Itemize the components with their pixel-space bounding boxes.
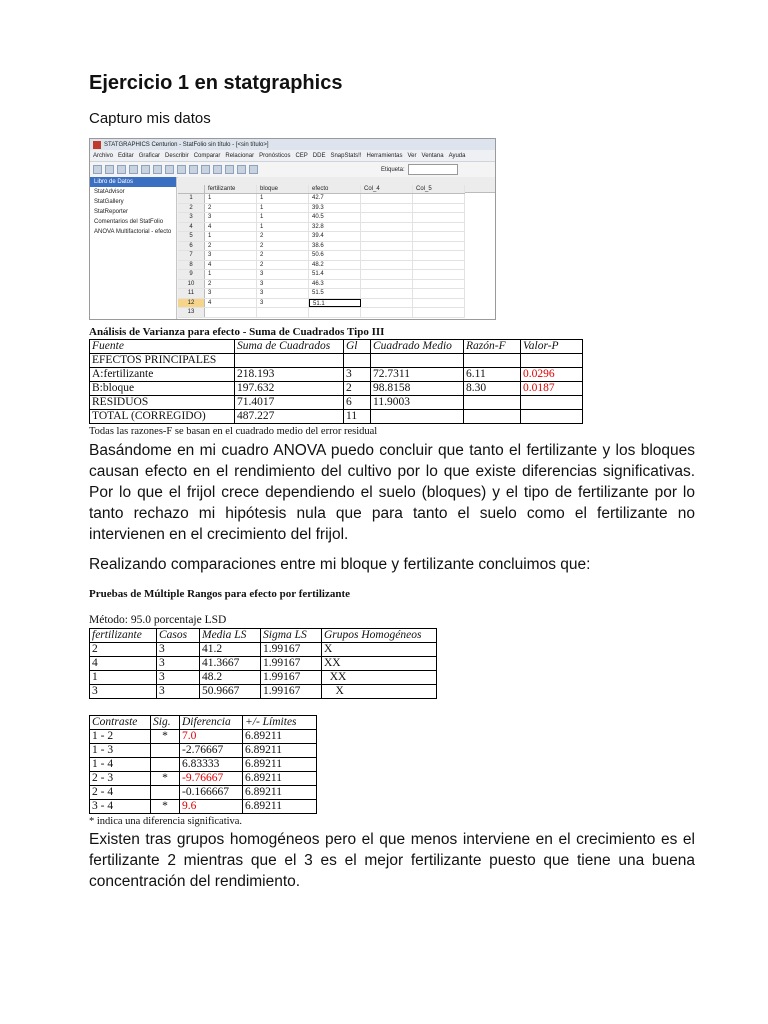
ranges-header-row — [90, 629, 437, 643]
cell: 6.89211 — [243, 800, 317, 814]
table-row — [90, 410, 583, 424]
sheet-cell[interactable]: 1 — [257, 194, 309, 203]
contrasts-table — [89, 715, 317, 814]
sheet-cell[interactable]: 3 — [257, 270, 309, 279]
row-number[interactable]: 8 — [178, 261, 205, 270]
ranges-method: Método: 95.0 porcentaje LSD — [89, 614, 227, 626]
paste-icon[interactable] — [165, 165, 174, 174]
cell: 3 - 4 — [90, 800, 151, 814]
sheet-cell[interactable] — [413, 289, 465, 298]
table-row — [90, 685, 437, 699]
sheet-cell[interactable] — [361, 251, 413, 260]
menu-ayuda[interactable]: Ayuda — [448, 152, 466, 159]
table-row — [90, 786, 317, 800]
sheet-cell[interactable] — [413, 270, 465, 279]
cell: 11.9003 — [371, 396, 464, 410]
table-row — [90, 382, 583, 396]
cell — [151, 744, 180, 758]
table-row — [90, 396, 583, 410]
ranges-table — [89, 628, 437, 699]
p-value: 0.0296 — [521, 368, 583, 382]
sheet-cell[interactable]: 2 — [257, 232, 309, 241]
sheet-cell[interactable]: 51.1 — [309, 299, 361, 308]
row-number[interactable]: 2 — [178, 204, 205, 213]
window-title: STATGRAPHICS Centurion - StatFolio sin título - [<sin título>] — [104, 141, 269, 148]
cell: 6.89211 — [243, 758, 317, 772]
sheet-cell[interactable]: 2 — [257, 251, 309, 260]
anova-h-fuente: Fuente — [90, 340, 235, 354]
sheet-cell[interactable] — [361, 261, 413, 270]
anova-h-p: Valor-P — [521, 340, 583, 354]
menu-archivo[interactable]: Archivo — [93, 152, 114, 159]
anova-caption: Análisis de Varianza para efecto - Suma de Cuadrados Tipo III — [89, 326, 385, 338]
sidebar-item-datos[interactable]: Libro de Datos — [90, 177, 176, 187]
sheet-cell[interactable] — [361, 232, 413, 241]
window-titlebar — [90, 139, 495, 150]
sheet-cell[interactable] — [413, 204, 465, 213]
sheet-cell[interactable]: 46.3 — [309, 280, 361, 289]
search-label: Etiqueta: — [381, 166, 405, 173]
anova-header-row — [90, 340, 583, 354]
settings-icon[interactable] — [249, 165, 258, 174]
menu-herramientas[interactable]: Herramientas — [366, 152, 403, 159]
cell: 1 - 3 — [90, 744, 151, 758]
cell: 6.89211 — [243, 786, 317, 800]
cell: -2.76667 — [180, 744, 243, 758]
cell: * — [151, 772, 180, 786]
row-number[interactable]: 4 — [178, 223, 205, 232]
sidebar — [90, 177, 177, 319]
significant-difference: -9.76667 — [180, 772, 243, 786]
sidebar-item-anova[interactable]: ANOVA Multifactorial - efecto — [94, 229, 172, 235]
contrasts-h-contraste: Contraste — [90, 716, 151, 730]
sheet-cell[interactable]: 3 — [205, 213, 257, 222]
copy-icon[interactable] — [153, 165, 162, 174]
app-logo-icon — [93, 141, 101, 149]
sheet-cell[interactable] — [257, 308, 309, 317]
cell: 6.89211 — [243, 730, 317, 744]
sheet-grid — [178, 194, 465, 318]
cell: 3 — [157, 657, 200, 671]
sheet-cell[interactable] — [413, 232, 465, 241]
row-number[interactable]: 6 — [178, 242, 205, 251]
search-input[interactable] — [408, 164, 458, 175]
row-number[interactable]: 9 — [178, 270, 205, 279]
anova-h-f: Razón-F — [464, 340, 521, 354]
menu-describir[interactable]: Describir — [165, 152, 189, 159]
cell: X — [322, 643, 437, 657]
table-row — [90, 744, 317, 758]
cell — [371, 410, 464, 424]
table-row — [90, 643, 437, 657]
sheet-row — [178, 251, 465, 261]
sheet-cell[interactable] — [361, 280, 413, 289]
datasheet — [178, 177, 495, 319]
ranges-h-grupos: Grupos Homogéneos — [322, 629, 437, 643]
row-number[interactable]: 10 — [178, 280, 205, 289]
cell: 1 - 2 — [90, 730, 151, 744]
cell: 2 — [344, 382, 371, 396]
sheet-cell[interactable]: 38.6 — [309, 242, 361, 251]
cell: 6.83333 — [180, 758, 243, 772]
cell — [464, 396, 521, 410]
sheet-cell[interactable] — [361, 289, 413, 298]
ranges-h-fert: fertilizante — [90, 629, 157, 643]
table-row — [90, 368, 583, 382]
cell: -0.166667 — [180, 786, 243, 800]
menu-bar — [90, 150, 495, 162]
contrasts-h-dif: Diferencia — [180, 716, 243, 730]
sheet-cell[interactable] — [413, 280, 465, 289]
sheet-cell[interactable] — [413, 194, 465, 203]
menu-dde[interactable]: DDE — [312, 152, 326, 159]
sidebar-item-statgallery[interactable]: StatGallery — [94, 199, 124, 205]
cell: 3 — [157, 685, 200, 699]
cell: 2 - 3 — [90, 772, 151, 786]
sheet-cell[interactable] — [361, 308, 413, 317]
sheet-cell[interactable] — [361, 213, 413, 222]
sheet-cell[interactable]: 4 — [205, 223, 257, 232]
anova-h-gl: Gl — [344, 340, 371, 354]
chart-icon[interactable] — [189, 165, 198, 174]
col-efecto[interactable]: efecto — [309, 185, 361, 193]
sidebar-item-comentarios[interactable]: Comentarios del StatFolio — [94, 219, 164, 225]
sheet-cell[interactable]: 42.7 — [309, 194, 361, 203]
menu-comparar[interactable]: Comparar — [193, 152, 221, 159]
cell: 1.99167 — [261, 657, 322, 671]
sheet-row — [178, 232, 465, 242]
corner-cell — [178, 185, 205, 193]
sheet-cell[interactable] — [361, 242, 413, 251]
sheet-cell[interactable]: 4 — [205, 261, 257, 270]
toolbar — [90, 162, 495, 178]
sheet-cell[interactable]: 3 — [205, 289, 257, 298]
cell: 4 — [90, 657, 157, 671]
contrasts-note: * indica una diferencia significativa. — [89, 816, 243, 827]
menu-pronosticos[interactable]: Pronósticos — [259, 152, 291, 159]
menu-editar[interactable]: Editar — [118, 152, 134, 159]
cell: 50.9667 — [200, 685, 261, 699]
cell: 6.89211 — [243, 772, 317, 786]
cell: 98.8158 — [371, 382, 464, 396]
sheet-cell[interactable]: 1 — [257, 223, 309, 232]
statgraphics-screenshot — [89, 138, 496, 320]
sheet-row — [178, 194, 465, 204]
sheet-cell[interactable] — [413, 261, 465, 270]
cell: XX — [322, 671, 437, 685]
cell: 41.3667 — [200, 657, 261, 671]
sheet-row — [178, 270, 465, 280]
sheet-cell[interactable] — [361, 299, 413, 308]
cell: A:fertilizante — [90, 368, 235, 382]
sheet-row — [178, 223, 465, 233]
sheet-cell[interactable] — [413, 299, 465, 308]
cell — [521, 410, 583, 424]
sheet-cell[interactable]: 3 — [257, 280, 309, 289]
sheet-cell[interactable]: 51.4 — [309, 270, 361, 279]
contrasts-header-row — [90, 716, 317, 730]
open-icon[interactable] — [105, 165, 114, 174]
sheet-cell[interactable]: 39.3 — [309, 204, 361, 213]
sheet-cell[interactable] — [361, 204, 413, 213]
column-headers — [178, 185, 465, 194]
cell: 2 — [90, 643, 157, 657]
intro-text: Capturo mis datos — [89, 110, 211, 127]
p-value: 0.0187 — [521, 382, 583, 396]
cell: 48.2 — [200, 671, 261, 685]
contrasts-h-sig: Sig. — [151, 716, 180, 730]
table-row — [90, 800, 317, 814]
table-row — [90, 730, 317, 744]
sheet-cell[interactable]: 3 — [257, 299, 309, 308]
col-fertilizante[interactable]: fertilizante — [205, 185, 257, 193]
menu-ver[interactable]: Ver — [407, 152, 417, 159]
sheet-cell[interactable]: 1 — [205, 270, 257, 279]
cell: 8.30 — [464, 382, 521, 396]
row-number[interactable]: 7 — [178, 251, 205, 260]
table-row — [90, 657, 437, 671]
sheet-cell[interactable]: 40.5 — [309, 213, 361, 222]
save-icon[interactable] — [117, 165, 126, 174]
cell: 487.227 — [235, 410, 344, 424]
sheet-cell[interactable] — [413, 308, 465, 317]
sort-icon[interactable] — [225, 165, 234, 174]
sheet-row — [178, 308, 465, 318]
paragraph-2: Realizando comparaciones entre mi bloque y fertilizante concluimos que: — [89, 556, 591, 573]
cell: 1 — [90, 671, 157, 685]
sheet-cell[interactable]: 2 — [205, 280, 257, 289]
row-number[interactable]: 5 — [178, 232, 205, 241]
sheet-cell[interactable] — [413, 213, 465, 222]
anova-table — [89, 339, 583, 424]
sheet-cell[interactable] — [413, 251, 465, 260]
row-number[interactable]: 11 — [178, 289, 205, 298]
anova-section-label: EFECTOS PRINCIPALES — [90, 354, 235, 368]
row-number[interactable]: 12 — [178, 299, 205, 308]
cell: 6 — [344, 396, 371, 410]
cell: 6.89211 — [243, 744, 317, 758]
table-row — [90, 772, 317, 786]
cell: 3 — [157, 671, 200, 685]
cell: 1 - 4 — [90, 758, 151, 772]
cell — [521, 396, 583, 410]
col-5[interactable]: Col_5 — [413, 185, 465, 193]
ranges-caption: Pruebas de Múltiple Rangos para efecto por fertilizante — [89, 588, 351, 600]
cell: 41.2 — [200, 643, 261, 657]
sheet-cell[interactable] — [309, 308, 361, 317]
cell: B:bloque — [90, 382, 235, 396]
undo-icon[interactable] — [177, 165, 186, 174]
menu-relacionar[interactable]: Relacionar — [225, 152, 255, 159]
sheet-row — [178, 213, 465, 223]
significant-difference: 7.0 — [180, 730, 243, 744]
sheet-cell[interactable]: 4 — [205, 299, 257, 308]
menu-graficar[interactable]: Graficar — [138, 152, 161, 159]
sheet-cell[interactable]: 50.6 — [309, 251, 361, 260]
page-title: Ejercicio 1 en statgraphics — [89, 72, 343, 94]
cell: RESIDUOS — [90, 396, 235, 410]
cell: 197.632 — [235, 382, 344, 396]
sheet-cell[interactable]: 1 — [205, 194, 257, 203]
zoom-icon[interactable] — [237, 165, 246, 174]
ranges-h-casos: Casos — [157, 629, 200, 643]
sheet-cell[interactable] — [361, 270, 413, 279]
cell: * — [151, 730, 180, 744]
sheet-cell[interactable]: 48.2 — [309, 261, 361, 270]
table-row — [90, 671, 437, 685]
cell: * — [151, 800, 180, 814]
table-row — [90, 758, 317, 772]
cell: X — [322, 685, 437, 699]
cell: XX — [322, 657, 437, 671]
row-number[interactable]: 3 — [178, 213, 205, 222]
cell: 72.7311 — [371, 368, 464, 382]
sheet-row — [178, 299, 465, 309]
sheet-cell[interactable]: 3 — [205, 251, 257, 260]
menu-cep[interactable]: CEP — [295, 152, 308, 159]
sheet-cell[interactable]: 32.8 — [309, 223, 361, 232]
cell: 3 — [157, 643, 200, 657]
new-icon[interactable] — [93, 165, 102, 174]
cell: 1.99167 — [261, 671, 322, 685]
sheet-row — [178, 242, 465, 252]
sheet-cell[interactable]: 39.4 — [309, 232, 361, 241]
sheet-cell[interactable]: 2 — [205, 242, 257, 251]
filter-icon[interactable] — [213, 165, 222, 174]
menu-ventana[interactable]: Ventana — [421, 152, 444, 159]
sheet-row — [178, 289, 465, 299]
sheet-cell[interactable] — [413, 223, 465, 232]
cell: 71.4017 — [235, 396, 344, 410]
sheet-cell[interactable] — [205, 308, 257, 317]
cell: 1.99167 — [261, 643, 322, 657]
table-icon[interactable] — [201, 165, 210, 174]
sheet-cell[interactable] — [413, 242, 465, 251]
significant-difference: 9.6 — [180, 800, 243, 814]
sheet-cell[interactable]: 1 — [257, 213, 309, 222]
sheet-cell[interactable] — [361, 194, 413, 203]
anova-note: Todas las razones-F se basan en el cuadrado medio del error residual — [89, 426, 378, 437]
sheet-row — [178, 280, 465, 290]
sidebar-item-statadvisor[interactable]: StatAdvisor — [94, 189, 125, 195]
cell: TOTAL (CORREGIDO) — [90, 410, 235, 424]
sheet-cell[interactable]: 1 — [205, 232, 257, 241]
sheet-cell[interactable]: 3 — [257, 289, 309, 298]
sheet-cell[interactable]: 1 — [257, 204, 309, 213]
sheet-cell[interactable]: 2 — [257, 261, 309, 270]
cell: 1.99167 — [261, 685, 322, 699]
cell: 6.11 — [464, 368, 521, 382]
paragraph-1: Basándome en mi cuadro ANOVA puedo concluir que tanto el fertilizante y los bloques causan efecto en el rendimiento del cultivo por lo que existe diferencias significativas. Por lo que el frijol crece dependiendo el suelo (bloques) y el tipo de fertilizante por lo tanto rechazo mi hipótesis nula que para tanto el suelo como el fertilizante no intervienen en el crecimiento del frijol. — [89, 442, 695, 543]
cell: 3 — [344, 368, 371, 382]
col-bloque[interactable]: bloque — [257, 185, 309, 193]
sheet-row — [178, 261, 465, 271]
cell — [464, 410, 521, 424]
anova-h-suma: Suma de Cuadrados — [235, 340, 344, 354]
print-icon[interactable] — [129, 165, 138, 174]
contrasts-h-lim: +/- Límites — [243, 716, 317, 730]
sheet-row — [178, 204, 465, 214]
cell: 11 — [344, 410, 371, 424]
sheet-cell[interactable] — [361, 223, 413, 232]
sheet-cell[interactable]: 2 — [205, 204, 257, 213]
row-number[interactable]: 13 — [178, 308, 205, 317]
col-4[interactable]: Col_4 — [361, 185, 413, 193]
ranges-h-media: Media LS — [200, 629, 261, 643]
cut-icon[interactable] — [141, 165, 150, 174]
row-number[interactable]: 1 — [178, 194, 205, 203]
anova-section-row — [90, 354, 583, 368]
sidebar-item-statreporter[interactable]: StatReporter — [94, 209, 129, 215]
cell — [151, 758, 180, 772]
sheet-cell[interactable]: 2 — [257, 242, 309, 251]
cell: 218.193 — [235, 368, 344, 382]
ranges-h-sigma: Sigma LS — [261, 629, 322, 643]
cell: 2 - 4 — [90, 786, 151, 800]
paragraph-3: Existen tras grupos homogéneos pero el que menos interviene en el crecimiento es el fertilizante 2 mientras que el 3 es el mejor fertilizante puesto que tiene una buena concentración del rendimiento. — [89, 831, 695, 890]
cell — [151, 786, 180, 800]
sheet-cell[interactable]: 51.5 — [309, 289, 361, 298]
anova-h-cm: Cuadrado Medio — [371, 340, 464, 354]
menu-snapstats[interactable]: SnapStats!! — [330, 152, 362, 159]
cell: 3 — [90, 685, 157, 699]
